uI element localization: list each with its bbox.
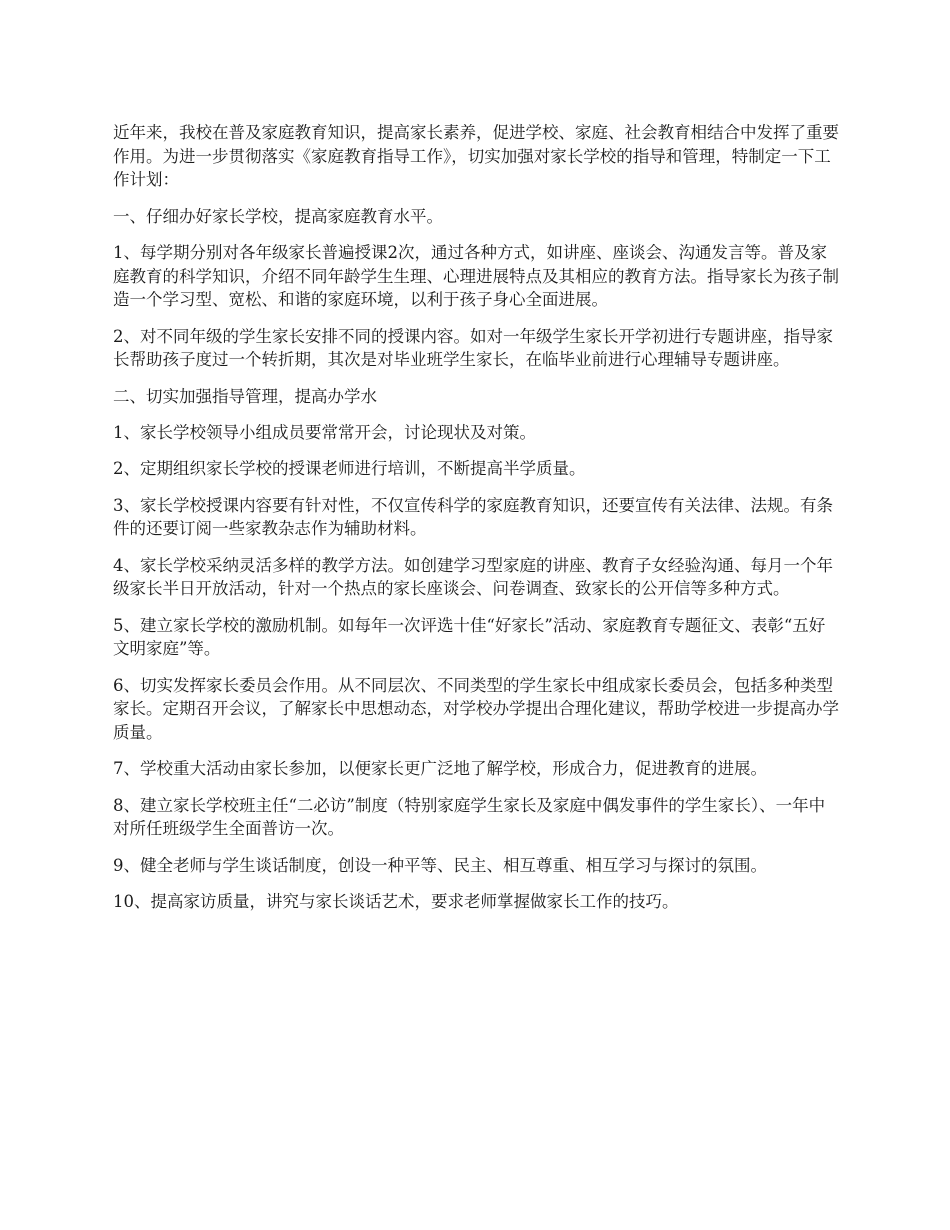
- intro-paragraph: 近年来，我校在普及家庭教育知识，提高家长素养，促进学校、家庭、社会教育相结合中发挥了重要作用。为进一步贯彻落实《家庭教育指导工作》，切实加强对家长学校的指导和管理，特制定一下工作计划：: [113, 123, 839, 190]
- list-item: 10、提高家访质量，讲究与家长谈话艺术，要求老师掌握做家长工作的技巧。: [113, 892, 679, 911]
- section-heading-1: 一、仔细办好家长学校，提高家庭教育水平。: [113, 206, 443, 226]
- list-item: 5、建立家长学校的激励机制。如每年一次评选十佳“好家长”活动、家庭教育专题征文、表彰“五好文明家庭”等。: [113, 615, 826, 659]
- list-item: 1、家长学校领导小组成员要常常开会，讨论现状及对策。: [113, 422, 536, 442]
- section-heading-2: 二、切实加强指导管理，提高办学水: [113, 386, 377, 406]
- list-item: 2、定期组织家长学校的授课老师进行培训，不断提高半学质量。: [113, 459, 586, 479]
- list-item: 2、对不同年级的学生家长安排不同的授课内容。如对一年级学生家长开学初进行专题讲座，指导家长帮助孩子度过一个转折期，其次是对毕业班学生家长，在临毕业前进行心理辅导专题讲座。: [113, 326, 833, 370]
- document-body: [113, 121, 841, 926]
- list-item: 1、每学期分别对各年级家长普遍授课2次，通过各种方式，如讲座、座谈会、沟通发言等。普及家庭教育的科学知识，介绍不同年龄学生生理、心理进展特点及其相应的教育方法。指导家长为孩子制造一个学习型、宽松、和谐的家庭环境，以利于孩子身心全面进展。: [113, 242, 839, 310]
- list-item: 8、建立家长学校班主任“二必访”制度（特别家庭学生家长及家庭中偶发事件的学生家长）、一年中对所任班级学生全面普访一次。: [113, 795, 826, 839]
- list-item: 7、学校重大活动由家长参加，以便家长更广泛地了解学校，形成合力，促进教育的进展。: [113, 759, 767, 779]
- list-item: 4、家长学校采纳灵活多样的教学方法。如创建学习型家庭的讲座、教育子女经验沟通、每月一个年级家长半日开放活动，针对一个热点的家长座谈会、问卷调查、致家长的公开信等多种方式。: [113, 555, 833, 599]
- list-item: 9、健全老师与学生谈话制度，创设一种平等、民主、相互尊重、相互学习与探讨的氛围。: [113, 855, 767, 875]
- list-item: 3、家长学校授课内容要有针对性，不仅宣传科学的家庭教育知识，还要宣传有关法律、法规。有条件的还要订阅一些家教杂志作为辅助材料。: [113, 495, 833, 539]
- list-item: 6、切实发挥家长委员会作用。从不同层次、不同类型的学生家长中组成家长委员会，包括多种类型家长。定期召开会议，了解家长中思想动态，对学校办学提出合理化建议，帮助学校进一步提高办学质量。: [113, 675, 839, 742]
